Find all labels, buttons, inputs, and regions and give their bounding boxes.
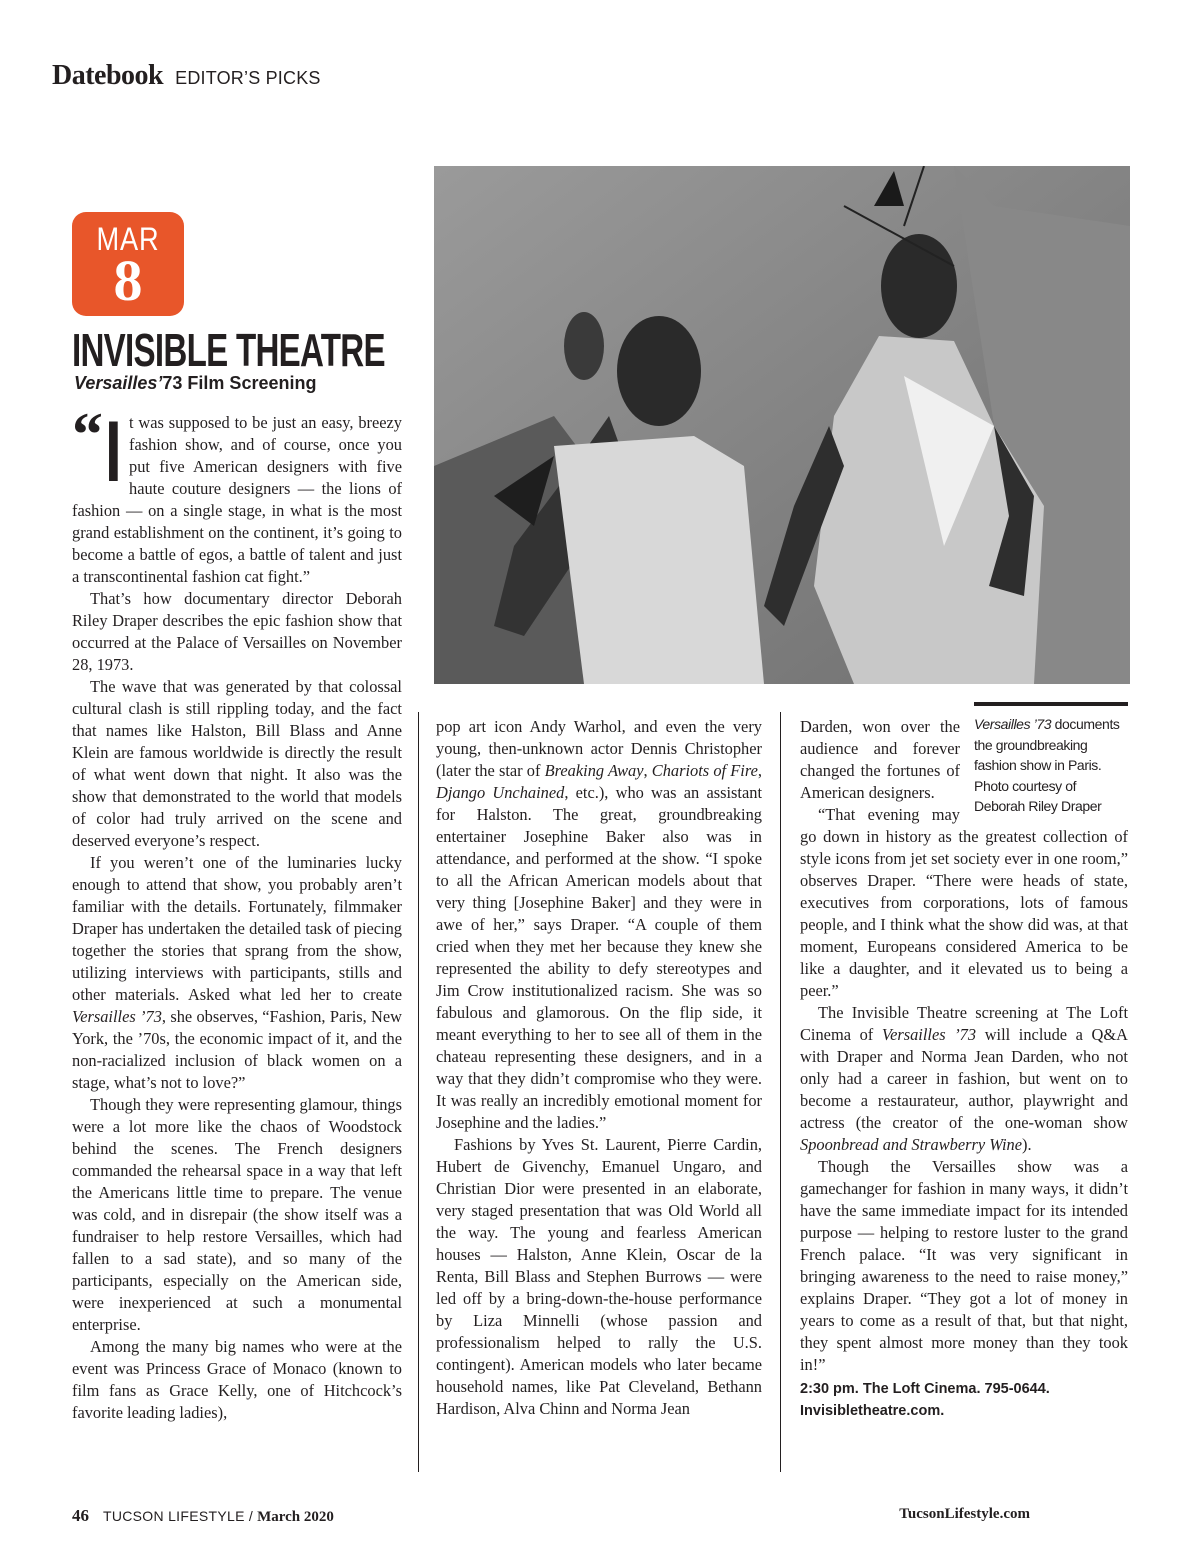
article-column-3 bbox=[800, 716, 1128, 1422]
article-paragraph-1-text: t was supposed to be just an easy, breezy fashion show, and of course, once you put five American designers with five haute couture designers — the lions of fashion — on a single stage, in what is the most grand establishment on the continent, it’s going to become a battle of egos, a battle of talent and just a transcontinental fashion cat fight.” bbox=[72, 413, 402, 586]
film-title: Django Unchained bbox=[436, 783, 565, 802]
article-subtitle bbox=[74, 372, 316, 394]
article-title: INVISIBLE THEATRE bbox=[72, 324, 385, 376]
column-divider bbox=[418, 712, 419, 1472]
subtitle-rest: 73 Film Screening bbox=[162, 373, 317, 393]
column-divider bbox=[780, 712, 781, 1472]
film-title: Versailles ’73 bbox=[881, 1025, 977, 1044]
drop-cap: I bbox=[105, 404, 122, 500]
issue-date: March 2020 bbox=[257, 1509, 334, 1525]
show-title: Spoonbread and Strawberry Wine bbox=[800, 1135, 1023, 1154]
article-paragraph-2: That’s how documentary director Deborah Riley Draper describes the epic fashion show that occurred at the Palace of Versailles on November 28, 1973. bbox=[72, 589, 402, 674]
article-paragraph-6: Among the many big names who were at the event was Princess Grace of Monaco (known to film fans as Grace Kelly, one of Hitchcock’s favorite leading ladies), bbox=[72, 1337, 402, 1422]
event-info bbox=[800, 1378, 1128, 1422]
event-website[interactable]: Invisibletheatre.com. bbox=[800, 1403, 945, 1419]
date-badge bbox=[72, 212, 184, 316]
event-info-line-1: 2:30 pm. The Loft Cinema. 795-0644. bbox=[800, 1381, 1050, 1397]
film-title: Breaking Away bbox=[544, 761, 644, 780]
film-title: Versailles ’73 bbox=[72, 1007, 162, 1026]
caption-title: Versailles ’73 bbox=[974, 716, 1052, 732]
footer-website[interactable]: TucsonLifestyle.com bbox=[899, 1506, 1030, 1522]
section-brand: Datebook bbox=[52, 60, 164, 91]
photo-caption bbox=[974, 702, 1128, 817]
article-paragraph-5: Though they were representing glamour, things were a lot more like the chaos of Woodstock behind the scenes. The French designers commanded the rehearsal space in a way that left the Americans little time to prepare. The venue was cold, and in disrepair (the show itself was a fundraiser to help restore Versailles, which had fallen to a sad state), and so many of the participants, especially on the American side, were inexperienced at such a monumental enterprise. bbox=[72, 1095, 402, 1334]
comma: , bbox=[643, 761, 652, 780]
article-paragraph-3: The wave that was generated by that colossal cultural clash is still rippling today, and the fact that names like Halston, Bill Blass and Anne Klein are famous worldwide is directly the result of what went down that night. It also was the show that demonstrated to the world that models of color had truly arrived on the scene and deserved everyone’s respect. bbox=[72, 677, 402, 850]
section-header bbox=[52, 60, 321, 96]
c3p3-text-a: The Invisible Theatre screening at The Loft Cinema of bbox=[800, 1003, 1128, 1044]
article-column-1 bbox=[72, 401, 402, 1424]
c3p3-text-c: ). bbox=[1022, 1135, 1032, 1154]
subtitle-italic: Versailles’ bbox=[74, 373, 163, 393]
article-paragraph-9: Darden, won over the audience and forever changed the fortunes of American designers. bbox=[800, 717, 960, 802]
quote-mark: “ bbox=[72, 401, 103, 469]
publication-name: TUCSON LIFESTYLE / bbox=[103, 1508, 254, 1524]
article-paragraph-12: Though the Versailles show was a gamechanger for fashion in many ways, it didn’t have the same immediate impact for its intended purpose — helping to restore luster to the grand French palace. “It was very significant in bringing awareness to the need to raise money,” explains Draper. “They got a lot of money in years to come as a result of that, but that night, they spent almost more money than they took in!” bbox=[800, 1157, 1128, 1374]
article-paragraph-4 bbox=[72, 852, 402, 1094]
c2p1-text-a: pop art icon Andy Warhol, and even the very young, then-unknown actor Dennis Christopher (later the star of bbox=[436, 717, 762, 780]
article-paragraph-10: “That evening may go down in history as the greatest collection of style icons from jet set society ever in one room,” observes Draper. “There were heads of state, executives from corporations, lots of famous people, and I think what the show did was, at that moment, Europeans considered America to be like a daughter, and it elevated us to being a peer.” bbox=[800, 805, 1128, 1000]
article-paragraph-11 bbox=[800, 1002, 1128, 1156]
fashion-show-photo bbox=[434, 166, 1130, 684]
article-paragraph-1 bbox=[72, 401, 402, 588]
article-paragraph-7 bbox=[436, 716, 762, 1134]
c2p1-text-b: , etc.), who was an assistant for Halston. The great, groundbreaking entertainer Josephine Baker also was in attendance, and performed at the show. “I spoke to all the African American models about that very thing [Josephine Baker] and they were in awe of her,” says Draper. “A couple of them cried when they met her because they knew she represented the ability to defy stereotypes and Jim Crow institutionalized racism. She was so fabulous and glamorous. On the flip side, it meant everything to her to see all of them in the chateau representing these designers, and in a way that they didn’t compromise who they were. It was really an incredibly emotional moment for Josephine and the ladies.” bbox=[436, 783, 762, 1132]
photo-illustration bbox=[434, 166, 1130, 684]
caption-text: documents the groundbreaking fashion show in Paris. Photo courtesy of Deborah Riley Draper bbox=[974, 716, 1120, 814]
article-column-2 bbox=[436, 716, 762, 1420]
c3p3-text-b: will include a Q&A with Draper and Norma Jean Darden, who not only had a career in fashion, but went on to become a restaurateur, author, playwright and actress (the creator of the one-woman show bbox=[800, 1025, 1128, 1132]
p4-text-a: If you weren’t one of the luminaries lucky enough to attend that show, you probably aren’t familiar with the details. Fortunately, filmmaker Draper has undertaken the detailed task of piecing together the stories that sprang from the show, utilizing interviews with participants, stills and other materials. Asked what led her to create bbox=[72, 853, 402, 1004]
section-label: EDITOR’S PICKS bbox=[175, 68, 321, 88]
p4-text-b: , she observes, “Fashion, Paris, New York, the ’70s, the economic impact of it, and the non-racialized inclusion of black women on a stage, what’s not to love?” bbox=[72, 1007, 402, 1092]
page-number: 46 bbox=[72, 1506, 89, 1525]
article-paragraph-8: Fashions by Yves St. Laurent, Pierre Cardin, Hubert de Givenchy, Emanuel Ungaro, and Christian Dior were presented in an elaborate, very staged presentation that was Old World all the way. The young and fearless American houses — Halston, Anne Klein, Oscar de la Renta, Bill Blass and Stephen Burrows — were led off by a bring-down-the-house performance by Liza Minnelli (whose passion and professionalism helped to rally the U.S. contingent). American models who later became household names, like Pat Cleveland, Bethann Hardison, Alva Chinn and Norma Jean bbox=[436, 1135, 762, 1418]
film-title: Chariots of Fire bbox=[651, 761, 758, 780]
page-footer bbox=[72, 1506, 334, 1526]
date-month: MAR bbox=[96, 221, 160, 257]
date-day: 8 bbox=[113, 248, 143, 313]
comma: , bbox=[757, 761, 762, 780]
